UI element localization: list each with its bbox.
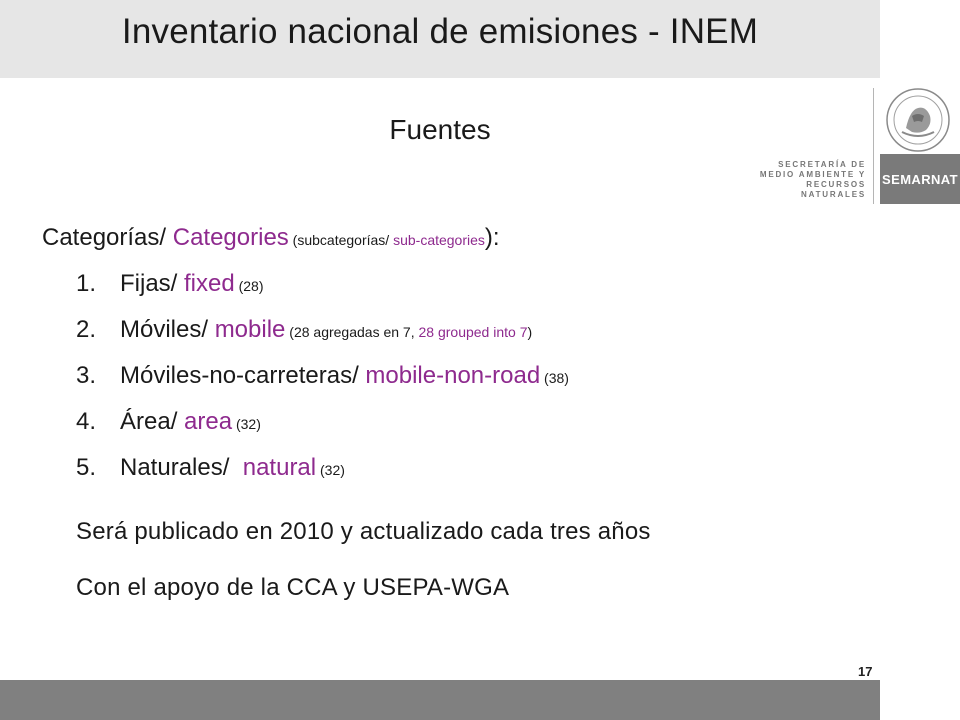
publication-note: Será publicado en 2010 y actualizado cada tres años (76, 518, 651, 545)
categories-close: ): (484, 224, 500, 251)
item-en: mobile (214, 316, 286, 343)
item-es: Móviles/ (120, 316, 215, 343)
item-count-en: 28 grouped into 7 (418, 324, 528, 340)
item-es: Naturales/ (120, 454, 237, 481)
item-count-close: ) (527, 324, 533, 340)
slide-subtitle: Fuentes (389, 114, 491, 145)
item-count: (38) (540, 370, 569, 386)
category-list (76, 270, 569, 500)
item-number: 2. (76, 316, 97, 343)
subcategories-es: (subcategorías/ (288, 232, 394, 248)
item-en: fixed (184, 270, 235, 297)
list-item (76, 362, 569, 408)
categories-es: Categorías/ (42, 224, 173, 251)
item-number: 3. (76, 362, 97, 389)
mexican-seal-icon (876, 86, 960, 154)
item-es: Área/ (120, 408, 185, 435)
item-en: area (184, 408, 233, 435)
list-item (76, 316, 569, 362)
item-count: (28) (234, 278, 264, 294)
semarnat-logo (748, 86, 960, 206)
item-number: 4. (76, 408, 97, 435)
item-count: (32) (232, 416, 261, 432)
item-count: (32) (316, 462, 345, 478)
list-item (76, 454, 569, 500)
page-number: 17 (858, 664, 873, 679)
footer-bar (0, 680, 880, 720)
item-en: natural (236, 454, 317, 481)
categories-heading (42, 224, 500, 252)
item-number: 5. (76, 454, 97, 481)
list-item (76, 270, 569, 316)
item-number: 1. (76, 270, 97, 297)
secretaria-text: SECRETARÍA DE MEDIO AMBIENTE Y RECURSOS NATURALES (759, 160, 866, 199)
item-es: Fijas/ (120, 270, 185, 297)
logo-divider (873, 88, 874, 204)
categories-en: Categories (172, 224, 289, 251)
list-item (76, 408, 569, 454)
semarnat-badge: SEMARNAT (880, 154, 960, 204)
support-note: Con el apoyo de la CCA y USEPA-WGA (76, 574, 510, 601)
slide-title: Inventario nacional de emisiones - INEM (121, 12, 759, 51)
item-count: (28 agregadas en 7, (285, 324, 419, 340)
item-es: Móviles-no-carreteras/ (120, 362, 366, 389)
subcategories-en: sub-categories (393, 232, 485, 248)
item-en: mobile-non-road (365, 362, 541, 389)
